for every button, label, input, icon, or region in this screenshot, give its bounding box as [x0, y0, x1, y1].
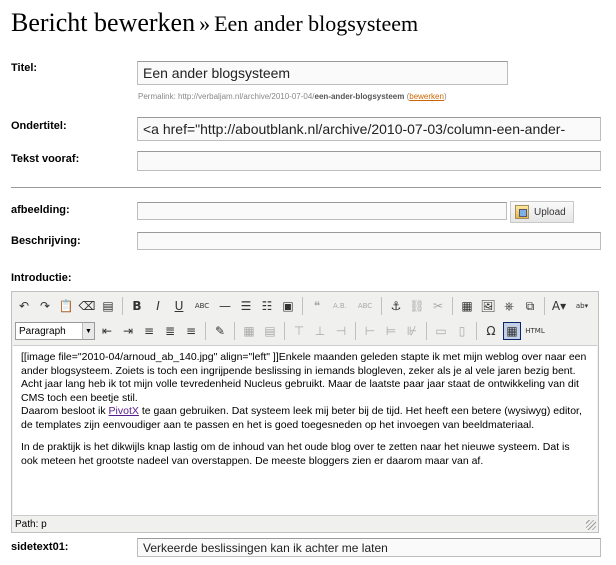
indent-icon[interactable]: ⇥	[122, 324, 134, 338]
clear-format-icon[interactable]: ⌫	[78, 299, 96, 313]
rich-text-editor	[11, 291, 599, 533]
anchor-icon[interactable]: ⚓	[390, 299, 402, 313]
row-after-icon[interactable]: ⊥	[314, 324, 326, 338]
link-icon[interactable]: ⛓	[409, 299, 425, 313]
horizontal-rule-icon[interactable]: —	[219, 299, 231, 313]
upload-icon	[515, 205, 529, 219]
permalink-prefix: Permalink: http://verbaljam.nl/archive/2010-07-04/	[138, 92, 315, 101]
toolbar-separator	[122, 297, 123, 315]
merge-cells-icon[interactable]: ▭	[435, 324, 447, 338]
select-all-icon[interactable]: ▤	[102, 299, 114, 313]
editor-path: Path: p	[15, 519, 47, 530]
numbered-list-icon[interactable]: ☷	[261, 299, 273, 313]
toolbar-separator	[426, 322, 427, 340]
titel-label: Titel:	[11, 62, 38, 74]
editor-content[interactable]	[13, 345, 597, 516]
content-paragraph-3	[21, 405, 589, 432]
paste-icon[interactable]: 📋	[58, 299, 74, 313]
afbeelding-label: afbeelding:	[11, 204, 70, 216]
insert-image-icon[interactable]: ▦	[461, 299, 473, 313]
col-before-icon[interactable]: ⊢	[364, 324, 376, 338]
toolbar-separator	[205, 322, 206, 340]
content-p3-before: Daarom besloot ik	[21, 405, 109, 417]
permalink	[138, 92, 447, 101]
bullet-list-icon[interactable]: ☰	[240, 299, 252, 313]
align-center-icon[interactable]: ≣	[164, 324, 176, 338]
pivotx-link[interactable]: PivotX	[108, 405, 139, 417]
undo-icon[interactable]: ↶	[18, 299, 30, 313]
ondertitel-label: Ondertitel:	[11, 120, 67, 132]
page-title	[11, 8, 418, 38]
underline-icon[interactable]: U	[174, 299, 184, 313]
acronym-icon[interactable]: ABC	[357, 302, 373, 310]
sidetext-label: sidetext01:	[11, 541, 69, 553]
editor-toolbar-2	[12, 318, 598, 344]
toolbar-separator	[284, 322, 285, 340]
abbr-icon[interactable]: A.B.	[333, 302, 347, 310]
tekst-vooraf-label: Tekst vooraf:	[11, 153, 80, 165]
divider	[11, 187, 601, 188]
outdent-icon[interactable]: ⇤	[101, 324, 113, 338]
toolbar-separator	[355, 322, 356, 340]
titel-input[interactable]: Een ander blogsysteem	[137, 61, 508, 85]
html-source-icon[interactable]: HTML	[525, 327, 545, 335]
introductie-label: Introductie:	[11, 272, 72, 284]
title-separator: »	[199, 11, 211, 36]
page-title-main: Bericht bewerken	[11, 8, 196, 37]
resize-handle-icon[interactable]	[586, 520, 596, 530]
toolbar-separator	[544, 297, 545, 315]
delete-col-icon[interactable]: ⊮	[406, 324, 418, 338]
redo-icon[interactable]: ↷	[39, 299, 51, 313]
toolbar-separator	[302, 297, 303, 315]
toolbar-separator	[234, 322, 235, 340]
permalink-close: )	[443, 92, 447, 101]
beschrijving-input[interactable]	[137, 232, 601, 250]
paragraph-gap	[21, 432, 589, 441]
split-cells-icon[interactable]: ▯	[458, 324, 466, 338]
strikethrough-icon[interactable]: ABC	[194, 302, 210, 310]
delete-row-icon[interactable]: ⊣	[335, 324, 347, 338]
sidetext-input[interactable]: Verkeerde beslissingen kan ik achter me laten	[137, 538, 601, 557]
row-before-icon[interactable]: ⊤	[293, 324, 305, 338]
format-select-value: Paragraph	[19, 325, 66, 337]
image-icon[interactable]: ▣	[282, 299, 294, 313]
spellcheck-icon[interactable]: ab▾	[575, 302, 589, 310]
content-paragraph-4: In de praktijk is het dikwijls knap lastig om de inhoud van het oude blog over te zetten naar het nieuwe systeem. Dat is ook meteen het grootste nadeel van overstappen. De meeste bloggers zien er daarom maar van af.	[21, 441, 570, 467]
permalink-edit-link[interactable]: bewerken	[409, 92, 444, 101]
col-after-icon[interactable]: ⊨	[385, 324, 397, 338]
toolbar-separator	[476, 322, 477, 340]
upload-button[interactable]	[510, 201, 574, 223]
beschrijving-label: Beschrijving:	[11, 235, 81, 247]
table-icon[interactable]: ▦	[243, 324, 255, 338]
toolbar-separator	[381, 297, 382, 315]
tekst-vooraf-input[interactable]	[137, 151, 601, 171]
editor-toolbar-1	[12, 293, 598, 319]
embed-icon[interactable]: ⎈	[504, 298, 514, 313]
align-right-icon[interactable]: ≡	[185, 324, 197, 338]
chevron-down-icon: ▼	[82, 323, 94, 339]
permalink-slug: een-ander-blogsysteem	[314, 92, 405, 101]
upload-button-label: Upload	[534, 206, 566, 218]
content-paragraph-2: Acht jaar lang heb ik tot mijn volle tevredenheid Nucleus gebruikt. Maar de laatste paar jaar staat de ontwikkeling van dit CMS toch een beetje stil.	[21, 378, 579, 404]
afbeelding-input[interactable]	[137, 202, 507, 220]
page-title-sub: Een ander blogsysteem	[214, 11, 419, 36]
unlink-icon[interactable]: ✂	[432, 299, 444, 313]
visual-aid-icon[interactable]: ▦	[503, 322, 521, 340]
content-paragraph-1: [[image file="2010-04/arnoud_ab_140.jpg" align="left" ]]Enkele maanden geleden stapte ik met mijn weblog over naar een ander blogsysteem. Zoiets is toch een ingrijpende beslissing in iemands blogleven, zeker als je al vele jaren bezig bent.	[21, 351, 587, 377]
ondertitel-input[interactable]: <a href="http://aboutblank.nl/archive/2010-07-03/column-een-ander-	[137, 117, 601, 141]
template-icon[interactable]: ⧉	[525, 298, 535, 313]
format-select[interactable]	[15, 322, 95, 340]
align-left-icon[interactable]: ≡	[143, 324, 155, 338]
quote-icon[interactable]: ❝	[313, 299, 321, 313]
toolbar-separator	[452, 297, 453, 315]
italic-icon[interactable]: I	[156, 299, 160, 313]
edit-html-icon[interactable]: ✎	[214, 324, 226, 338]
special-char-icon[interactable]: Ω	[486, 324, 496, 338]
permalink-open: (	[406, 92, 410, 101]
table-props-icon[interactable]: ▤	[264, 324, 276, 338]
text-color-icon[interactable]: A▾	[551, 299, 567, 313]
bold-icon[interactable]: B	[132, 299, 142, 313]
content-p3-after: te gaan gebruiken. Dat systeem leek mij beter bij de tijd. Het heeft een betere (wysiwyg) editor, de templates zijn eenvoudiger aan te passen en het is goed toegesneden op het invoegen van beeldmateriaal.	[21, 405, 582, 431]
media-icon[interactable]: 🖼	[480, 299, 496, 313]
